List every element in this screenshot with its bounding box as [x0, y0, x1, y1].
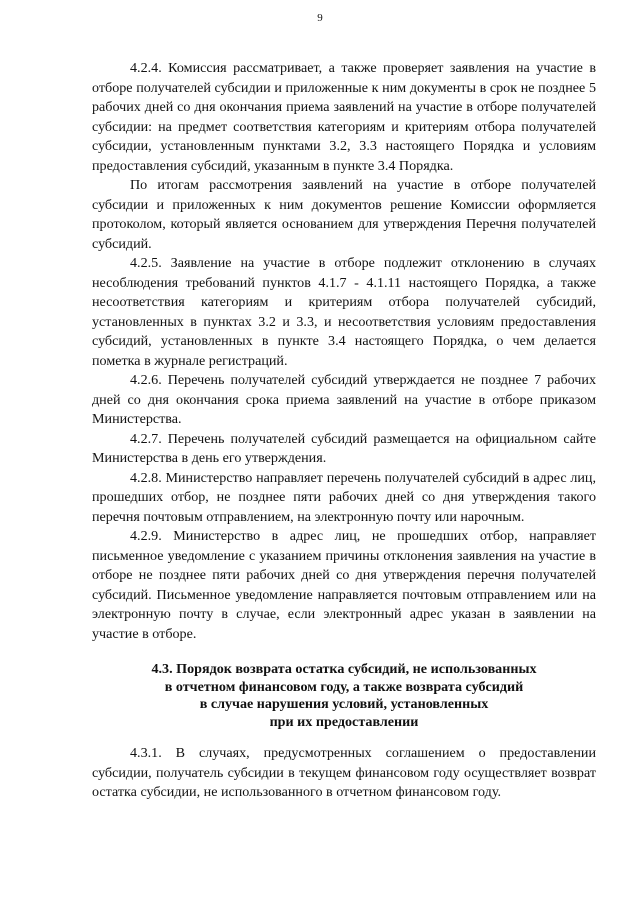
- section-heading-line: 4.3. Порядок возврата остатка субсидий, не использованных: [151, 661, 537, 677]
- paragraph-commission-decision: По итогам рассмотрения заявлений на участие в отборе получателей субсидии и приложенных к ним документов решение Комиссии оформляется протоколом, который является основанием для утверждения Перечня получателей субсидий.: [92, 177, 596, 252]
- document-body: [92, 59, 596, 803]
- paragraph-4-2-9: 4.2.9. Министерство в адрес лиц, не прошедших отбор, направляет письменное уведомление с указанием причины отклонения заявления на участие в отборе не позднее пяти рабочих дней со дня утверждения перечня получателей субсидий. Письменное уведомление направляется почтовым отправлением или на электронную почту в случае, если электронный адрес указан в заявлении на участие в отборе.: [92, 528, 596, 642]
- paragraph-4-2-5: 4.2.5. Заявление на участие в отборе подлежит отклонению в случаях несоблюдения требований пунктов 4.1.7 - 4.1.11 настоящего Порядка, а также несоответствия категориям и критериям отбора получателей субсидий, установленных в пунктах 3.2 и 3.3, и несоответствия условиям предоставления субсидий, установленных в пункте 3.4 настоящего Порядка, о чем делается пометка в журнале регистраций.: [92, 255, 596, 369]
- page-number: 9: [317, 12, 323, 24]
- paragraph-4-2-7: 4.2.7. Перечень получателей субсидий размещается на официальном сайте Министерства в день его утверждения.: [92, 430, 596, 466]
- section-heading-line: в отчетном финансовом году, а также возврата субсидий: [164, 678, 524, 695]
- paragraph-4-2-6: 4.2.6. Перечень получателей субсидий утверждается не позднее 7 рабочих дней со дня окончания срока приема заявлений на участие в отборе приказом Министерства.: [92, 372, 596, 427]
- paragraph-4-2-4: 4.2.4. Комиссия рассматривает, а также проверяет заявления на участие в отборе получателей субсидии и приложенные к ним документы в срок не позднее 5 рабочих дней со дня окончания приема заявлений на участие в отборе получателей субсидии: на предмет соответствия категориям и критериям отбора получателей субсидии, установленным пунктами 3.2, 3.3 настоящего Порядка и условиям предоставления субсидий, указанным в пункте 3.4 Порядка.: [92, 60, 596, 174]
- section-heading-line: в случае нарушения условий, установленных: [199, 696, 489, 712]
- paragraph-4-2-8: 4.2.8. Министерство направляет перечень получателей субсидий в адрес лиц, прошедших отбор, не позднее пяти рабочих дней со дня утверждения такого перечня почтовым отправлением, на электронную почту или нарочным.: [92, 469, 596, 525]
- section-heading-4-3: [92, 661, 596, 731]
- paragraph-4-3-1: 4.3.1. В случаях, предусмотренных соглашением о предоставлении субсидии, получатель субсидии в текущем финансовом году осуществляет возврат остатка субсидии, не использованного в отчетном финансовом году.: [92, 745, 596, 800]
- section-heading-line: при их предоставлении: [269, 713, 419, 730]
